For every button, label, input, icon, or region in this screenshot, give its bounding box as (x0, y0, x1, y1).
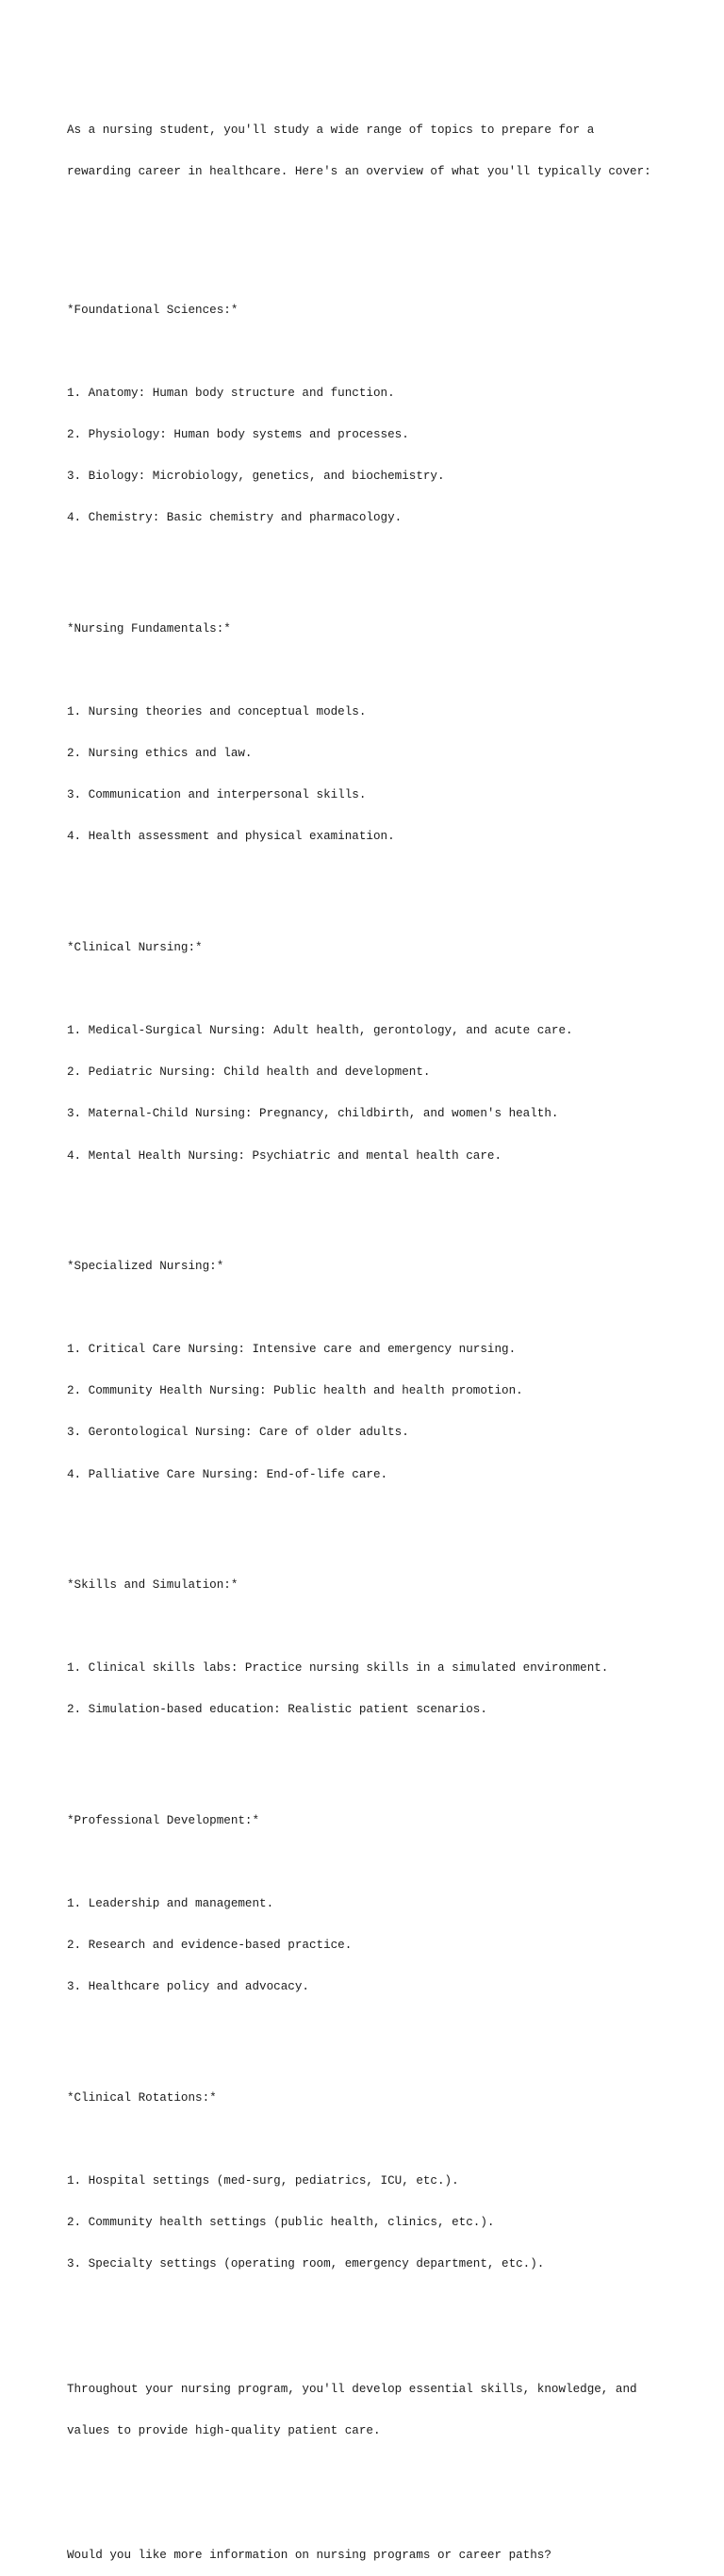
section-heading: *Clinical Rotations:* (67, 2091, 217, 2105)
closing-paragraph (67, 2354, 708, 2466)
list-item: 3. Communication and interpersonal skills. (67, 788, 367, 802)
intro-line: rewarding career in healthcare. Here's an overview of what you'll typically cover: (67, 164, 651, 178)
document-body (67, 68, 708, 2576)
list-item: 1. Hospital settings (med-surg, pediatrics, ICU, etc.). (67, 2174, 459, 2188)
list-item: 1. Leadership and management. (67, 1897, 274, 1911)
list-item: 2. Community health settings (public health, clinics, etc.). (67, 2216, 495, 2230)
section-heading: *Foundational Sciences:* (67, 303, 239, 317)
list-item: 2. Nursing ethics and law. (67, 747, 253, 761)
intro-paragraph (67, 95, 708, 206)
list-item: 3. Specialty settings (operating room, emergency department, etc.). (67, 2257, 545, 2271)
list-item: 4. Health assessment and physical examination. (67, 830, 395, 844)
list-item: 3. Gerontological Nursing: Care of older adults. (67, 1426, 409, 1440)
list-item: 1. Critical Care Nursing: Intensive care and emergency nursing. (67, 1343, 517, 1357)
section-heading: *Skills and Simulation:* (67, 1578, 239, 1593)
list-item: 1. Clinical skills labs: Practice nursing skills in a simulated environment. (67, 1661, 609, 1676)
list-item: 2. Community Health Nursing: Public health and health promotion. (67, 1384, 523, 1398)
list-item: 4. Mental Health Nursing: Psychiatric and mental health care. (67, 1148, 502, 1163)
list-item: 2. Simulation-based education: Realistic patient scenarios. (67, 1703, 487, 1717)
list-item: 3. Healthcare policy and advocacy. (67, 1980, 309, 1994)
section-heading: *Professional Development:* (67, 1814, 260, 1828)
list-item: 1. Nursing theories and conceptual models. (67, 705, 367, 719)
closing-line: values to provide high-quality patient care. (67, 2423, 381, 2437)
list-item: 4. Palliative Care Nursing: End-of-life care. (67, 1467, 388, 1481)
section-heading: *Nursing Fundamentals:* (67, 621, 231, 636)
follow-up-question: Would you like more information on nursing programs or career paths? (67, 2549, 551, 2563)
list-item: 2. Research and evidence-based practice. (67, 1939, 353, 1953)
list-item: 2. Physiology: Human body systems and processes. (67, 428, 409, 442)
list-item: 3. Biology: Microbiology, genetics, and biochemistry. (67, 470, 445, 484)
section-heading: *Specialized Nursing:* (67, 1260, 224, 1274)
list-item: 4. Chemistry: Basic chemistry and pharmacology. (67, 511, 403, 525)
list-item: 3. Maternal-Child Nursing: Pregnancy, childbirth, and women's health. (67, 1107, 559, 1121)
intro-line: As a nursing student, you'll study a wide range of topics to prepare for a (67, 123, 595, 137)
list-item: 2. Pediatric Nursing: Child health and development. (67, 1065, 431, 1080)
section-heading: *Clinical Nursing:* (67, 941, 203, 955)
list-item: 1. Anatomy: Human body structure and function. (67, 387, 395, 401)
list-item: 1. Medical-Surgical Nursing: Adult health, gerontology, and acute care. (67, 1024, 573, 1038)
closing-line: Throughout your nursing program, you'll develop essential skills, knowledge, and (67, 2382, 637, 2396)
